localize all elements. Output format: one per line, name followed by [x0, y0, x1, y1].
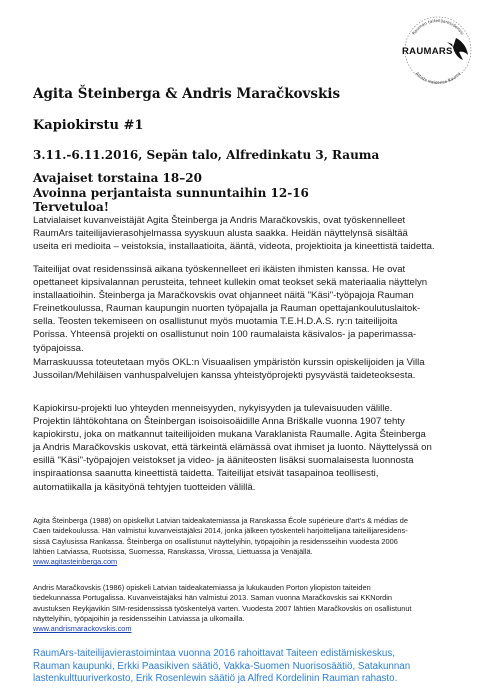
bio-agita [33, 516, 408, 567]
text-line: Taiteilijat ovat residenssinsä aikana työskennelleet eri ikäisten ihmisten kanssa. He ovat [33, 264, 406, 275]
text-line: ja Andris Maračkovskis uskovat, että tärkeintä elämässä ovat ihmiset ja luonto. Näyttelyssä on [33, 442, 432, 454]
text-line: Jussoilan/Mehiläisen vanhuspalvelujen kanssa yhteistyöprojekti pysyvästä taideteoksesta. [33, 370, 416, 382]
raumars-logo [396, 8, 480, 92]
text-line: automatiikalla ja käsityönä tehtyjen tuotteiden välillä. [33, 481, 256, 493]
dates-venue: 3.11.-6.11.2016, Sepän talo, Alfredinkatu 3, Rauma [33, 148, 380, 162]
opening-line: Tervetuloa! [33, 200, 109, 214]
text-line: lastenkulttuuriverkosto, Erik Rosenlewin säätiö ja Alfred Kordelinin Rauman rahasto. [33, 673, 398, 685]
text-line: useita eri medioita – veistoksia, installaatioita, ääntä, videota, projektioita ja kineettistä taidetta. [33, 241, 435, 253]
text-line: Andris Maračkovskis (1986) opiskeli Latvian taideakatemiassa ja lukukauden Porton yliopiston taiteiden [33, 583, 371, 592]
exhibition-title: Kapiokirstu #1 [33, 118, 144, 133]
text-line: RaumArs taiteilijavierasohjelmassa syyskuun alusta saakka. Heidän näyttelynsä sisältää [33, 228, 408, 240]
text-line: näyttelyihin, työpajoihin ja residensseihin Latviassa ja ulkomailla. [33, 613, 245, 623]
text-line: opettaneet kipsivalannan perusteita, tehneet kullekin omat teokset sekä materiaalia näyttelyn [33, 277, 428, 289]
paragraph-november [33, 356, 465, 382]
text-line: Marraskuussa toteutetaan myös OKL:n Visuaalisen ympäristön kurssin opiskelijoiden ja Villa [33, 357, 425, 368]
opening-line: Avajaiset torstaina 18–20 [33, 171, 202, 185]
paragraph-intro [33, 214, 465, 253]
text-line: työpajoissa. [33, 342, 84, 354]
andris-website-link[interactable]: www.andrismarackovskis.com [33, 624, 132, 634]
artists-heading: Agita Šteinberga & Andris Maračkovskis [33, 86, 341, 102]
text-line: Kapiokirsu-projekti luo yhteyden menneisyyden, nykyisyyden ja tulevaisuuden välille. [33, 403, 393, 414]
text-line: kapiokirstu, joka on matkannut taiteilijoiden mukana Varaklanista Raumalle. Agita Šteinberga [33, 429, 426, 441]
text-line: Rauman kaupunki, Erkki Paasikiven säätiö, Vakka-Suomen Nuorisosäätiö, Satakunnan [33, 660, 411, 672]
text-line: sissä Caylusissa Rankassa. Šteinberga on osallistunut näyttelyihin, työpajoihin ja residensseihin vuodesta 2006 [33, 536, 398, 546]
agita-website-link[interactable]: www.agitasteinberga.com [33, 557, 118, 567]
logo-wordmark: RAUMARS [402, 46, 453, 57]
text-line: Porissa. Yhteensä projekti on osallistunut noin 100 raumalaista käsivalos- ja paperimassa- [33, 329, 417, 341]
paragraph-project [33, 402, 465, 494]
text-line: tiedekunnassa Portugalissa. Kuvanveistäjäksi hän valmistui 2013. Saman vuonna Maračkovskis sai KKNordin [33, 593, 393, 603]
text-line: installaatioihin. Šteinberga ja Maračkovskis ovat ohjanneet näitä "Käsi"-työpajoja Rauman [33, 290, 414, 302]
text-line: inspiraationsa saanutta kineettistä taidetta. Taiteilijat etsivät tasapainoa teollisesti, [33, 468, 379, 480]
text-line: Caen taidekoulussa. Hän valmistui kuvanveistäjäksi 2014, jonka jälkeen työskenteli harjoittelijana taiteilijaresidens- [33, 526, 408, 536]
text-line: Agita Šteinberga (1988) on opiskellut Latvian taideakatemiassa ja Ranskassa École supérieure d'art's & médias de [33, 516, 409, 525]
opening-hours [33, 171, 309, 215]
text-line: esillä "Käsi"-työpajojen veistokset ja video- ja ääniteosten lisäksi suomalaisesta luonnosta [33, 455, 414, 467]
text-line: Latvialaiset kuvanveistäjät Agita Šteinberga ja Andris Maračkovskis, ovat työskennelleet [33, 215, 406, 226]
logo-ring-bottom-text: Artists residence Rauma [414, 70, 462, 86]
text-line: sella. Teosten tekemiseen on osallistunut myös muotamia T.E.H.D.A.S. ry:n taiteilijoita [33, 316, 398, 328]
bio-andris [33, 583, 411, 634]
text-line: RaumArs-taiteilijavierastoimintaa vuonna 2016 rahoittavat Taiteen edistämiskeskus, [33, 648, 395, 659]
text-line: lähtien Latviassa, Ruotsissa, Suomessa, Ranskassa, Virossa, Liettuassa ja Venäjällä. [33, 546, 313, 556]
text-line: Freinetkoulussa, Rauman kaupungin nuorten työpajalla ja Rauman opettajankoulutuslaitok- [33, 303, 421, 315]
opening-line: Avoinna perjantaista sunnuntaihin 12-16 [33, 185, 309, 200]
logo-ring-top-text: Rauman taiteilijaresidenssi [410, 17, 466, 36]
text-line: avustuksen Reykjavikin SIM-residenssissä työskentelyä varten. Vuodesta 2007 lähtien Maračkovskis on osallistunut [33, 603, 412, 613]
text-line: Projektin lähtökohtana on Šteinbergan isoisoisoäidille Anna Briškalle vuonna 1907 tehty [33, 416, 405, 428]
funding-note [33, 648, 410, 686]
paragraph-workshops [33, 263, 465, 355]
